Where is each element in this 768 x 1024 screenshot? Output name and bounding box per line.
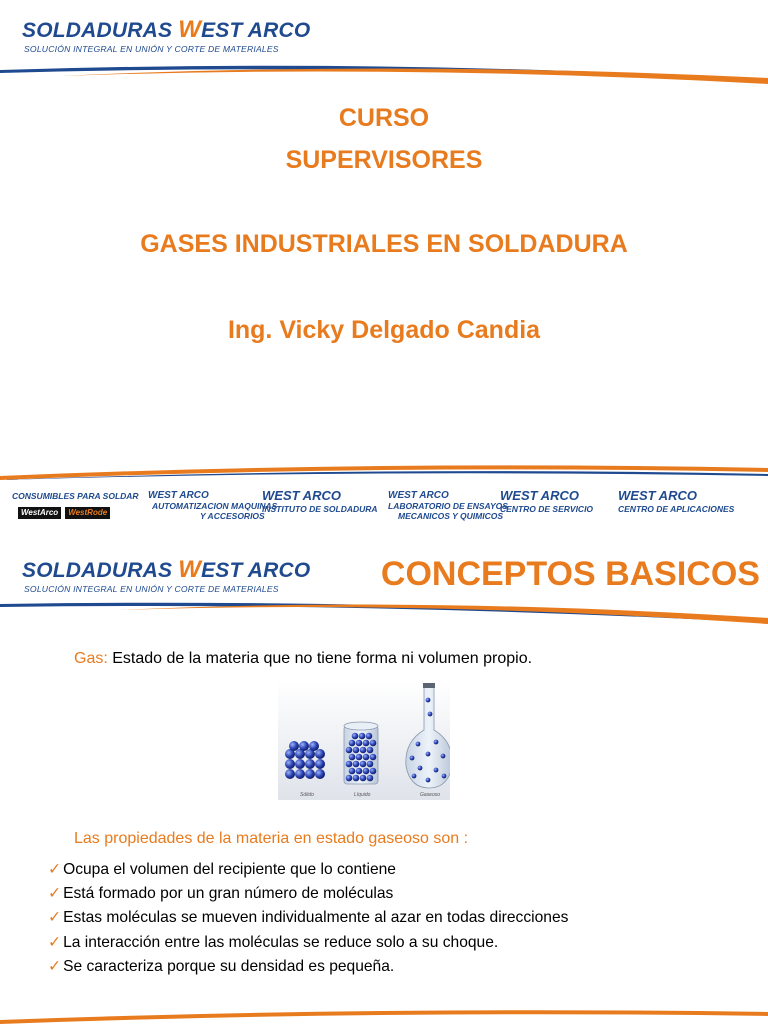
swoosh-orange — [120, 605, 768, 624]
gas-term: Gas: — [74, 650, 108, 667]
westarco-badge: WestArco — [18, 507, 61, 519]
label-gas: Gaseoso — [420, 792, 441, 798]
header-swoosh — [0, 56, 768, 84]
company-logo — [22, 16, 311, 60]
brand-laboratorio: WEST ARCO LABORATORIO DE ENSAYOS MECANICOS Y QUIMICOS — [388, 490, 508, 521]
logo-tagline: SOLUCIÓN INTEGRAL EN UNIÓN Y CORTE DE MATERIALES — [24, 584, 279, 594]
header-swoosh — [0, 594, 768, 624]
list-item: ✓ La interacción entre las moléculas se reduce solo a su choque. — [48, 933, 499, 951]
brand-instituto: WEST ARCO INSTITUTO DE SOLDADURA — [262, 488, 378, 514]
gas-definition: Gas: Estado de la materia que no tiene forma ni volumen propio. — [74, 650, 533, 667]
logo-wordmark: SOLDADURAS WEST ARCO — [22, 556, 311, 583]
footer-swoosh — [0, 458, 768, 480]
list-item: ✓ Estas moléculas se mueven individualmente al azar en todas direcciones — [48, 909, 569, 927]
liquid-beaker — [344, 722, 378, 784]
properties-title: Las propiedades de la materia en estado gaseoso son : — [74, 830, 469, 847]
logo-wordmark: SOLDADURAS WEST ARCO — [22, 16, 311, 43]
presenter-name: Ing. Vicky Delgado Candia — [227, 316, 541, 344]
list-item: ✓ Se caracteriza porque su densidad es pequeña. — [48, 957, 395, 975]
footer-swoosh-orange — [0, 1010, 768, 1024]
states-of-matter-figure — [278, 680, 450, 800]
brand-aplicaciones: WEST ARCO CENTRO DE APLICACIONES — [618, 488, 735, 514]
brands-band — [0, 485, 768, 535]
footer-swoosh — [0, 1000, 768, 1024]
label-liquid: Líquido — [354, 792, 371, 798]
brand-consumibles: CONSUMIBLES PARA SOLDAR WestArco WestRode — [12, 491, 139, 517]
check-icon: ✓ — [48, 909, 62, 927]
check-icon: ✓ — [48, 885, 62, 903]
check-icon: ✓ — [48, 933, 62, 951]
section-title: CONCEPTOS BASICOS — [380, 555, 760, 593]
course-label: CURSO — [338, 104, 430, 132]
check-icon: ✓ — [48, 861, 62, 878]
properties-list — [48, 858, 568, 979]
title-slide — [0, 0, 768, 480]
westrode-badge: WestRode — [65, 507, 110, 519]
list-item: ✓ Ocupa el volumen del recipiente que lo contiene — [48, 861, 396, 878]
check-icon: ✓ — [48, 957, 62, 975]
list-item: ✓ Está formado por un gran número de moléculas — [48, 885, 394, 903]
course-audience: SUPERVISORES — [285, 146, 483, 174]
course-topic: GASES INDUSTRIALES EN SOLDADURA — [140, 230, 628, 258]
concepts-slide — [0, 540, 768, 1024]
brand-automatizacion: WEST ARCO AUTOMATIZACION MAQUINAS Y ACCESORIOS — [148, 490, 278, 521]
label-solid: Sólido — [300, 792, 314, 798]
brand-servicio: WEST ARCO CENTRO DE SERVICIO — [500, 488, 594, 514]
logo-tagline: SOLUCIÓN INTEGRAL EN UNIÓN Y CORTE DE MATERIALES — [24, 44, 279, 54]
brand-mini-logo: WEST ARCO — [148, 490, 209, 501]
